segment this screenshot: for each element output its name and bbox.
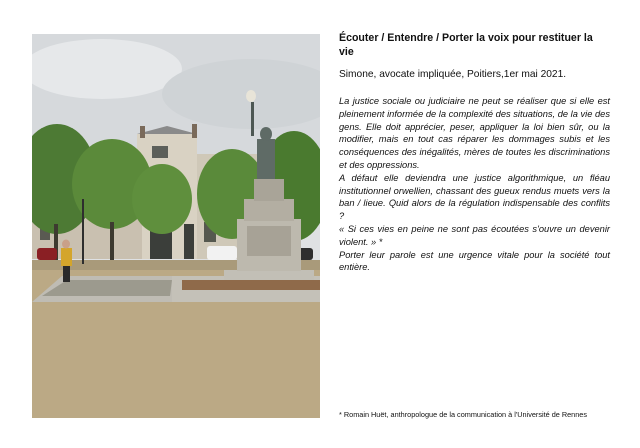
paragraph: Porter leur parole est une urgence vitale pour la société tout entière.: [339, 249, 610, 273]
paragraph: La justice sociale ou judiciaire ne peut se réaliser que si elle est pleinement informée de la complexité des situations, de la vie des gens. Elle doit apprécier, peser, appliquer la loi bien sûr, ou la modifier, mais en tout cas réparer les dommages subis et les conséquences des inégalités, mères de toutes les discriminations et des oppressions.: [339, 96, 610, 170]
footnote: * Romain Huët, anthropologue de la communication à l'Université de Rennes: [339, 410, 588, 419]
article-body: [339, 95, 610, 274]
paragraph: « Si ces vies en peine ne sont pas écoutées s'ouvre un devenir violent. » *: [339, 223, 610, 247]
paragraph: A défaut elle deviendra une justice algorithmique, un fléau institutionnel orwellien, chassant des gueux rendus muets vers la ban / lieue. Quid alors de la régulation indispensable des conflits ?: [339, 172, 610, 222]
town-square-photo: [32, 34, 320, 418]
article-title: Écouter / Entendre / Porter la voix pour restituer la vie: [339, 32, 593, 58]
text-column: [339, 32, 610, 274]
byline: Simone, avocate impliquée, Poitiers,1er mai 2021.: [339, 69, 567, 80]
